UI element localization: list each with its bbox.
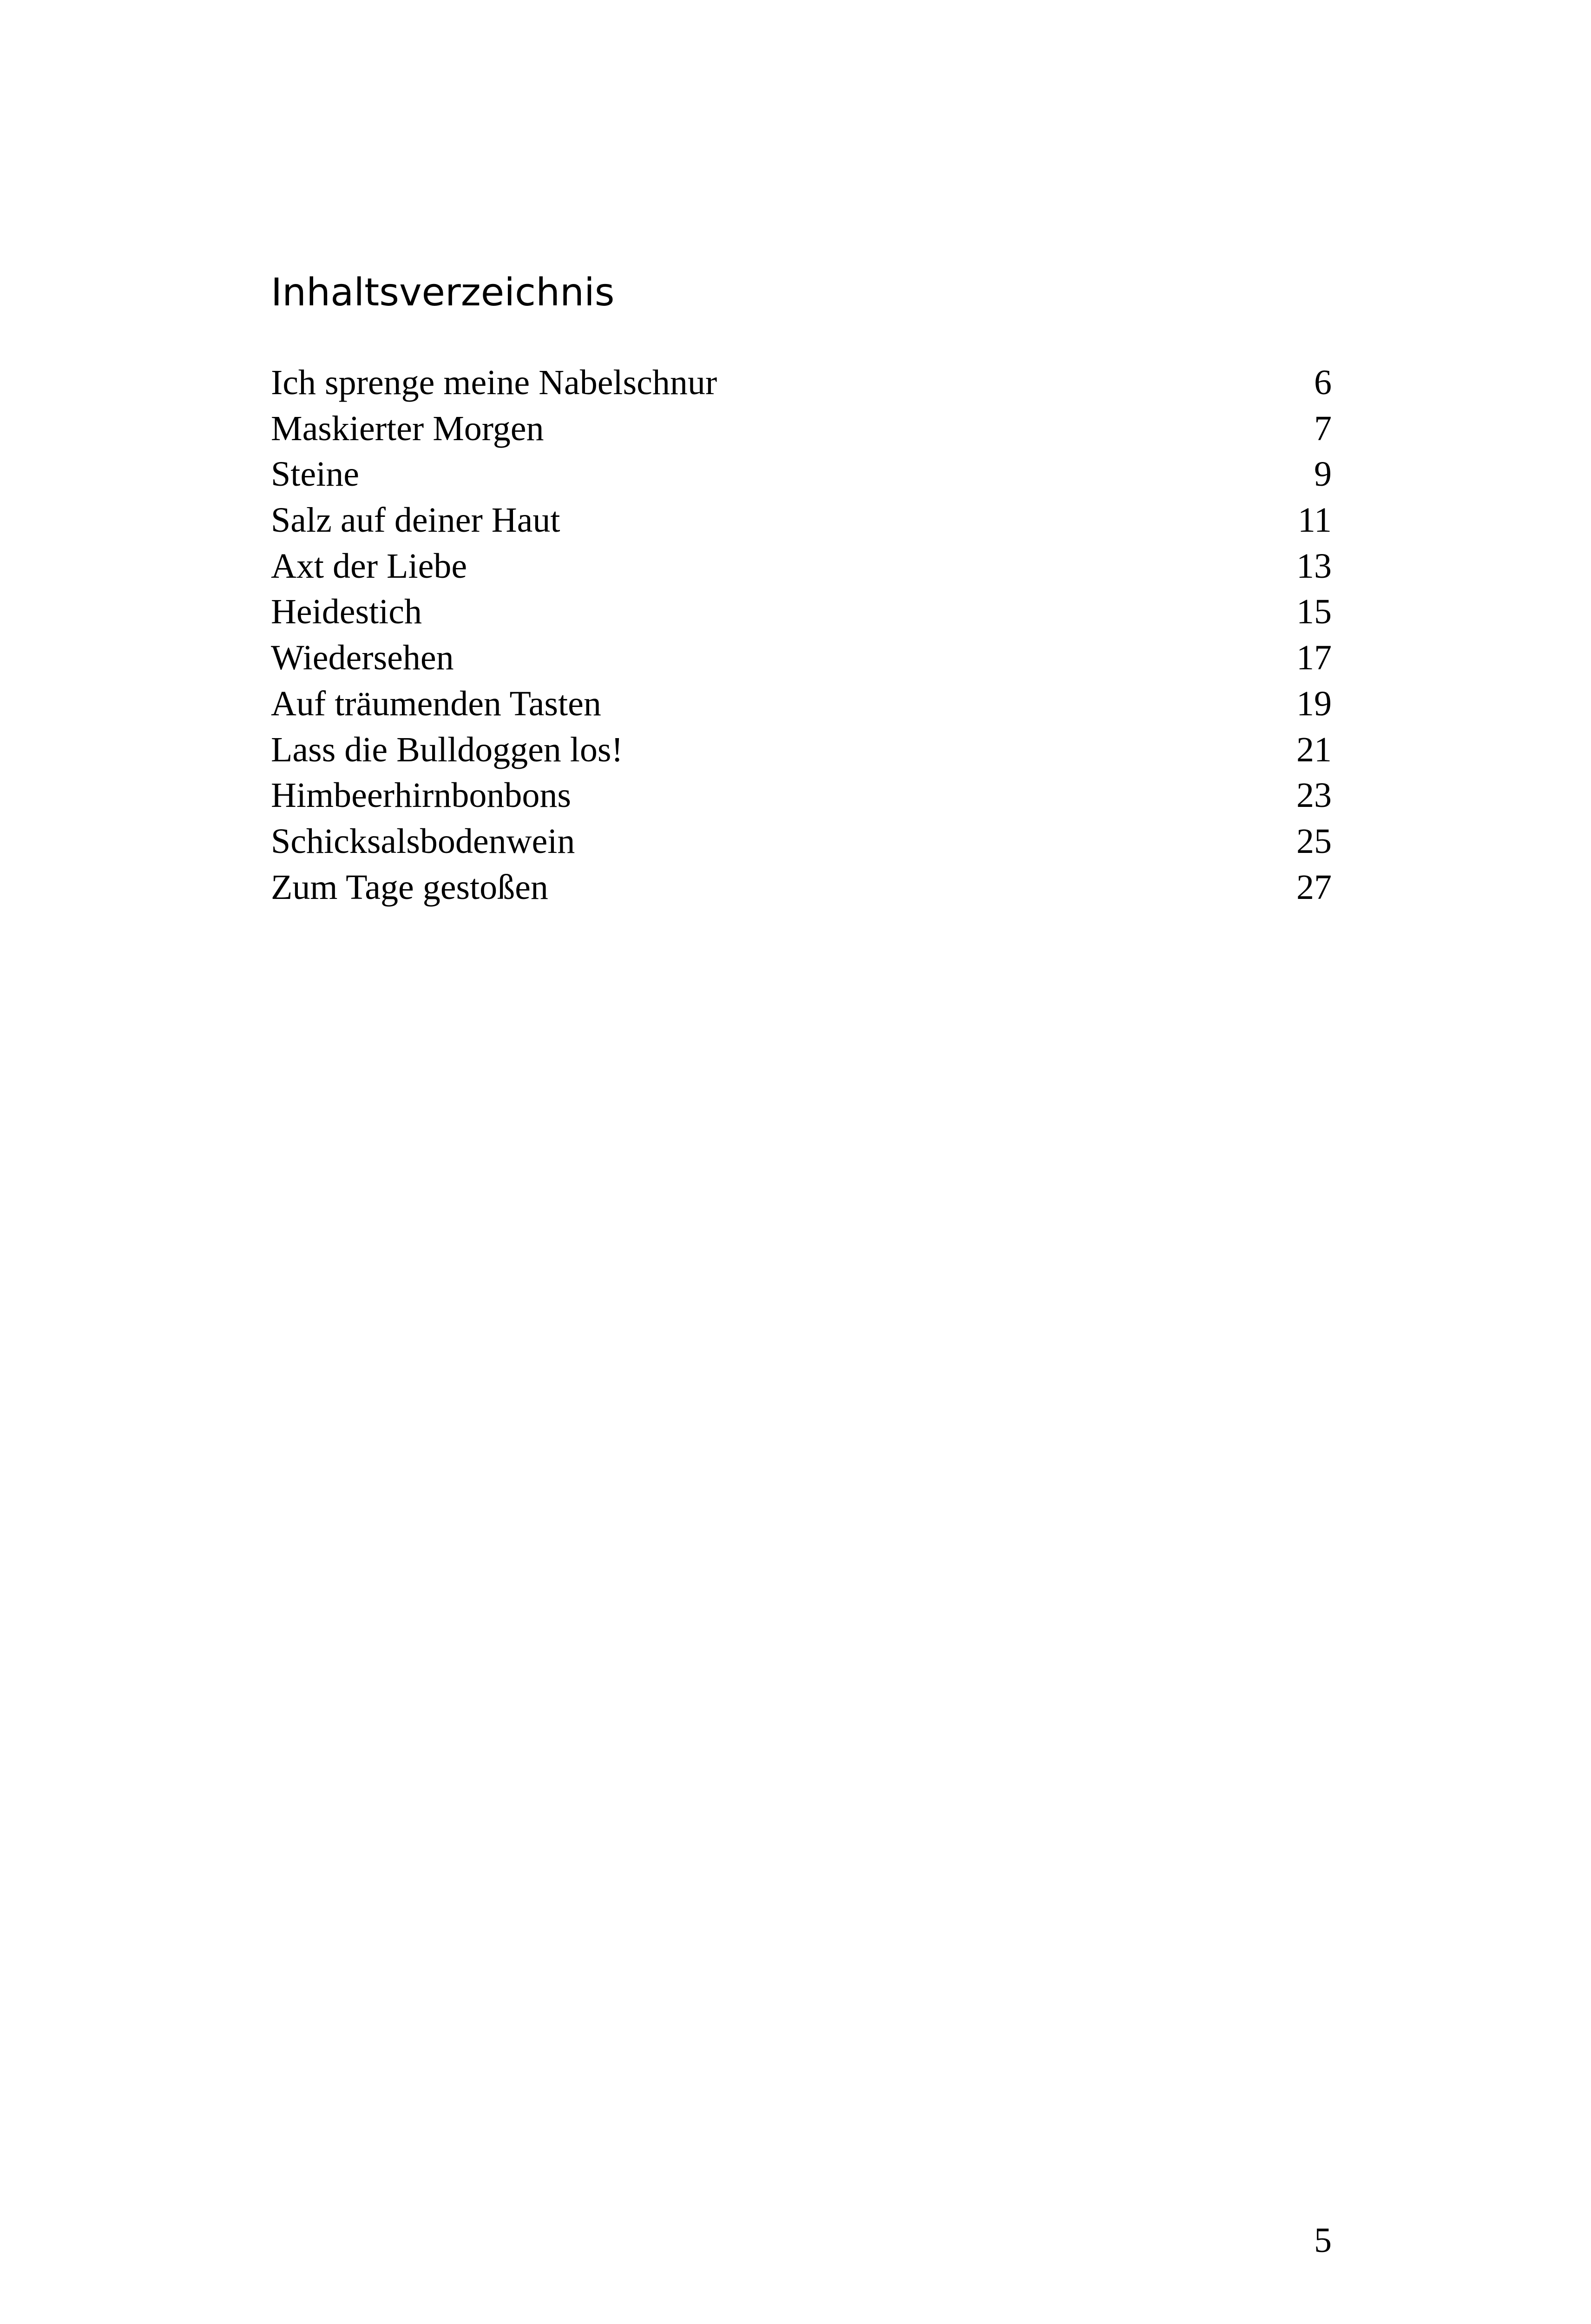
toc-entry [271, 727, 1332, 773]
toc-entry-page: 7 [1314, 409, 1332, 448]
page-number: 5 [1314, 2221, 1332, 2260]
toc-entry-page: 11 [1297, 501, 1332, 540]
toc-entry-page: 6 [1314, 363, 1332, 402]
toc-entry-title: Salz auf deiner Haut [271, 501, 560, 540]
toc-entry-page: 25 [1296, 821, 1332, 861]
toc-entry-page: 13 [1296, 546, 1332, 586]
toc-entry-page: 23 [1296, 776, 1332, 815]
toc-entry-page: 19 [1296, 684, 1332, 723]
toc-heading: Inhaltsverzeichnis [271, 271, 615, 315]
toc-entry [271, 681, 1332, 727]
toc-entry-title: Steine [271, 455, 359, 494]
toc-entry [271, 360, 1332, 406]
toc-entry-title: Heidestich [271, 592, 422, 632]
toc-entry-title: Himbeerhirnbonbons [271, 776, 571, 815]
toc-entry [271, 451, 1332, 497]
toc-entry [271, 589, 1332, 635]
toc-entry-page: 27 [1296, 867, 1332, 907]
toc-entry-title: Zum Tage gestoßen [271, 867, 548, 907]
toc-entry [271, 865, 1332, 911]
toc-entry [271, 406, 1332, 452]
toc-entry-title: Lass die Bulldoggen los! [271, 730, 623, 769]
toc-entry-title: Ich sprenge meine Nabelschnur [271, 363, 717, 402]
toc-entry [271, 819, 1332, 865]
toc-entry-page: 9 [1314, 455, 1332, 494]
toc-entry [271, 635, 1332, 681]
toc-entry-page: 17 [1296, 638, 1332, 678]
toc-entry-title: Maskierter Morgen [271, 409, 544, 448]
toc-list [271, 360, 1332, 910]
toc-entry [271, 543, 1332, 589]
toc-entry-title: Axt der Liebe [271, 546, 467, 586]
toc-entry-title: Wiedersehen [271, 638, 454, 678]
toc-entry [271, 497, 1332, 543]
toc-entry-title: Schicksalsbodenwein [271, 821, 575, 861]
toc-entry-title: Auf träumenden Tasten [271, 684, 601, 723]
toc-entry [271, 772, 1332, 819]
toc-entry-page: 21 [1296, 730, 1332, 769]
toc-entry-page: 15 [1296, 592, 1332, 632]
